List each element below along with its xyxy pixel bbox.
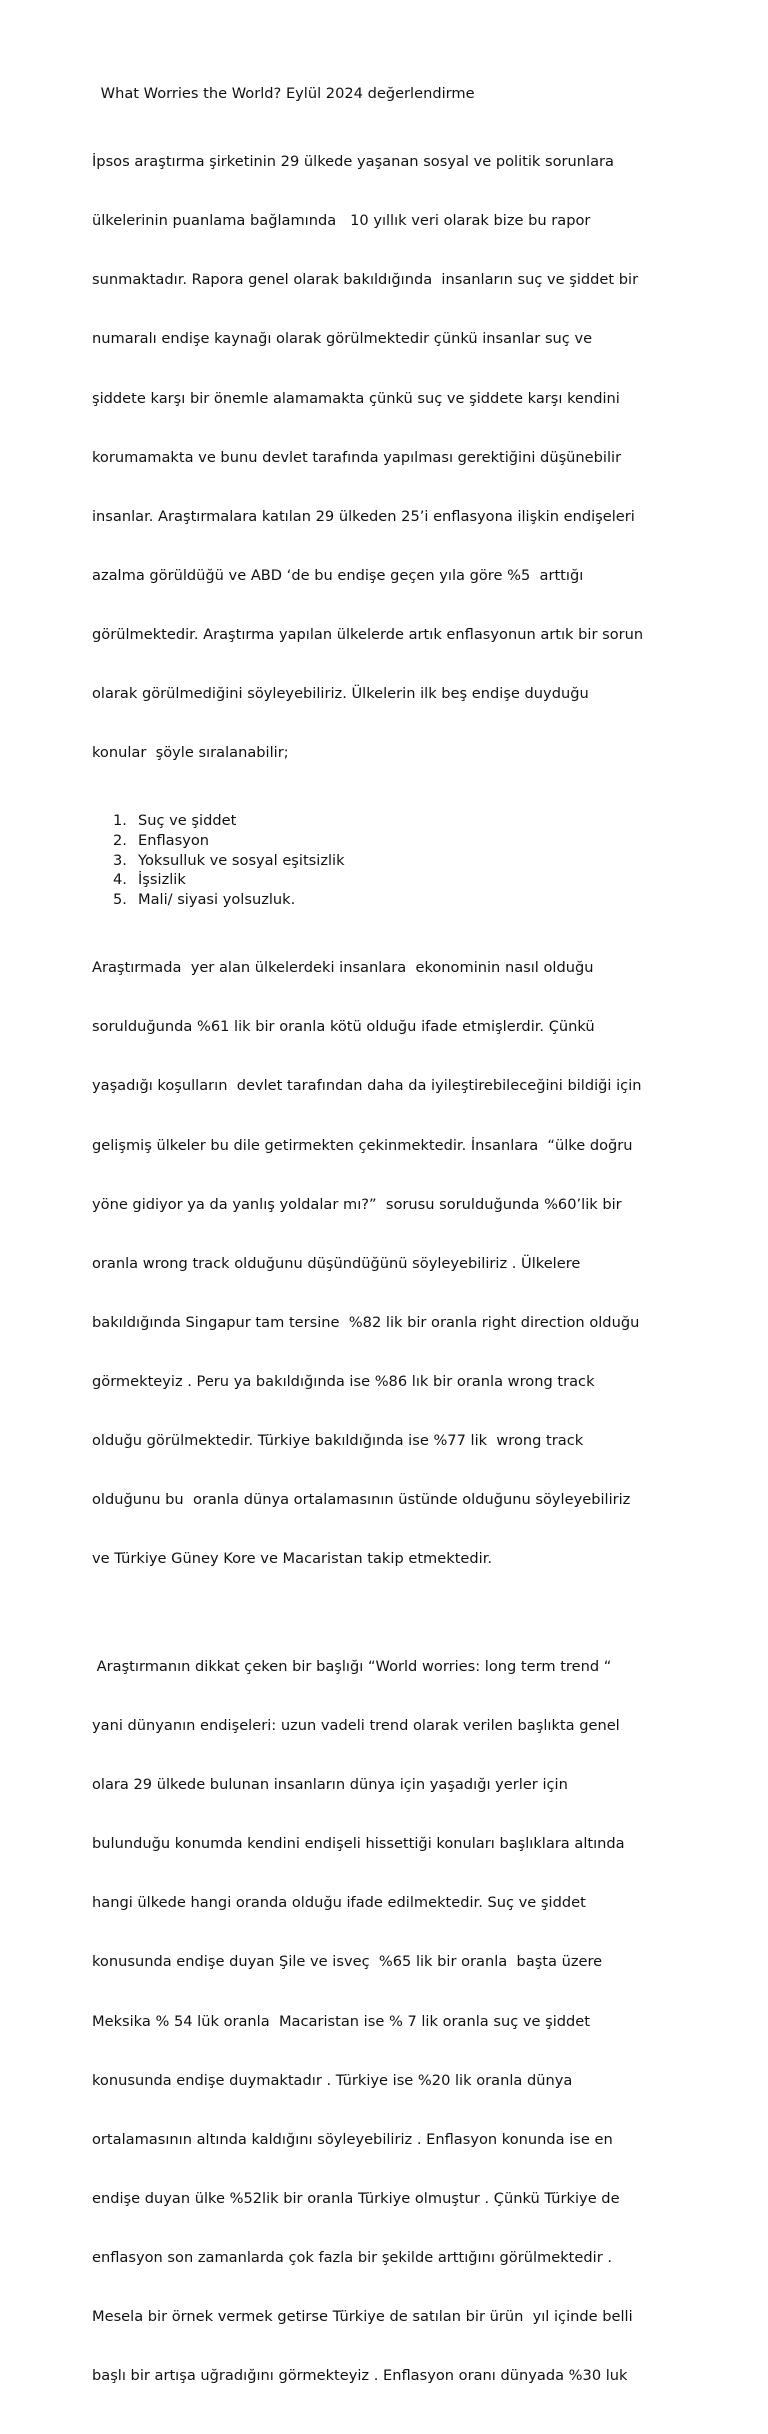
- text-line: bakıldığında Singapur tam tersine %82 lik bir oranla right direction olduğu: [92, 1313, 640, 1331]
- text-line: ortalamasının altında kaldığını söyleyebiliriz . Enflasyon konunda ise en: [92, 2130, 613, 2148]
- text-line: sunmaktadır. Rapora genel olarak bakıldığında insanların suç ve şiddet bir: [92, 271, 639, 289]
- list-item: [92, 831, 692, 851]
- list-item-number: 3.: [113, 851, 127, 869]
- list-item: [92, 851, 692, 871]
- text-line: numaralı endişe kaynağı olarak görülmektedir çünkü insanlar suç ve: [92, 330, 593, 348]
- text-line: Araştırmada yer alan ülkelerdeki insanlara ekonominin nasıl olduğu: [92, 959, 594, 977]
- paragraph-intro: [92, 113, 692, 803]
- text-line: azalma görüldüğü ve ABD ‘de bu endişe geçen yıla göre %5 arttığı: [92, 566, 584, 584]
- text-line: Araştırmanın dikkat çeken bir başlığı “World worries: long term trend “: [92, 1657, 612, 1675]
- text-line: Mesela bir örnek vermek getirse Türkiye de satılan bir ürün yıl içinde belli: [92, 2308, 633, 2326]
- text-line: başlı bir artışa uğradığını görmekteyiz . Enflasyon oranı dünyada %30 luk: [92, 2367, 628, 2385]
- paragraph-economy: [92, 919, 692, 1609]
- text-line: yöne gidiyor ya da yanlış yoldalar mı?” sorusu sorulduğunda %60’lik bir: [92, 1195, 622, 1213]
- concerns-list: [92, 811, 692, 910]
- document-page: [92, 84, 692, 2434]
- text-line: insanlar. Araştırmalara katılan 29 ülkeden 25’i enflasyona ilişkin endişeleri: [92, 507, 635, 525]
- text-line: konusunda endişe duymaktadır . Türkiye ise %20 lik oranla dünya: [92, 2071, 573, 2089]
- list-item-text: İşsizlik: [138, 871, 186, 889]
- list-item: [92, 890, 692, 910]
- paragraph-world-worries: [92, 1617, 692, 2425]
- text-line: olduğunu bu oranla dünya ortalamasının üstünde olduğunu söyleyebiliriz: [92, 1491, 631, 1509]
- text-line: ve Türkiye Güney Kore ve Macaristan takip etmektedir.: [92, 1550, 493, 1568]
- text-line: enflasyon son zamanlarda çok fazla bir şekilde arttığını görülmektedir .: [92, 2248, 612, 2266]
- list-item-number: 1.: [113, 812, 127, 830]
- list-item: [92, 870, 692, 890]
- text-line: endişe duyan ülke %52lik bir oranla Türkiye olmuştur . Çünkü Türkiye de: [92, 2189, 620, 2207]
- text-line: oranla wrong track olduğunu düşündüğünü söyleyebiliriz . Ülkelere: [92, 1254, 581, 1272]
- list-item-text: Enflasyon: [138, 832, 210, 850]
- text-line: görülmektedir. Araştırma yapılan ülkelerde artık enflasyonun artık bir sorun: [92, 625, 644, 643]
- text-line: gelişmiş ülkeler bu dile getirmekten çekinmektedir. İnsanlara “ülke doğru: [92, 1136, 633, 1154]
- list-item-number: 2.: [113, 832, 127, 850]
- text-line: ülkelerinin puanlama bağlamında 10 yıllık veri olarak bize bu rapor: [92, 212, 591, 230]
- text-line: İpsos araştırma şirketinin 29 ülkede yaşanan sosyal ve politik sorunlara: [92, 153, 614, 171]
- text-line: yani dünyanın endişeleri: uzun vadeli trend olarak verilen başlıkta genel: [92, 1716, 620, 1734]
- text-line: korumamakta ve bunu devlet tarafında yapılması gerektiğini düşünebilir: [92, 448, 622, 466]
- list-item-text: Mali/ siyasi yolsuzluk.: [138, 891, 296, 909]
- list-item-number: 5.: [113, 891, 127, 909]
- text-line: olara 29 ülkede bulunan insanların dünya için yaşadığı yerler için: [92, 1776, 568, 1794]
- list-item: [92, 811, 692, 831]
- list-item-text: Yoksulluk ve sosyal eşitsizlik: [138, 851, 345, 869]
- text-line: bulunduğu konumda kendini endişeli hissettiği konuları başlıklara altında: [92, 1835, 625, 1853]
- text-line: sorulduğunda %61 lik bir oranla kötü olduğu ifade etmişlerdir. Çünkü: [92, 1018, 595, 1036]
- text-line: yaşadığı koşulların devlet tarafından daha da iyileştirebileceğini bildiği için: [92, 1077, 642, 1095]
- text-line: olduğu görülmektedir. Türkiye bakıldığında ise %77 lik wrong track: [92, 1432, 584, 1450]
- text-line: hangi ülkede hangi oranda olduğu ifade edilmektedir. Suç ve şiddet: [92, 1894, 586, 1912]
- text-line: görmekteyiz . Peru ya bakıldığında ise %86 lık bir oranla wrong track: [92, 1373, 595, 1390]
- text-line: konular şöyle sıralanabilir;: [92, 744, 289, 762]
- text-line: şiddete karşı bir önemle alamamakta çünkü suç ve şiddete karşı kendini: [92, 389, 620, 407]
- text-line: Meksika % 54 lük oranla Macaristan ise % 7 lik oranla suç ve şiddet: [92, 2012, 590, 2030]
- text-line: olarak görülmediğini söyleyebiliriz. Ülkelerin ilk beş endişe duyduğu: [92, 685, 589, 703]
- list-item-text: Suç ve şiddet: [138, 812, 237, 830]
- document-title: What Worries the World? Eylül 2024 değerlendirme: [96, 85, 475, 102]
- text-line: konusunda endişe duyan Şile ve isveç %65 lik bir oranla başta üzere: [92, 1953, 603, 1971]
- list-item-number: 4.: [113, 871, 127, 889]
